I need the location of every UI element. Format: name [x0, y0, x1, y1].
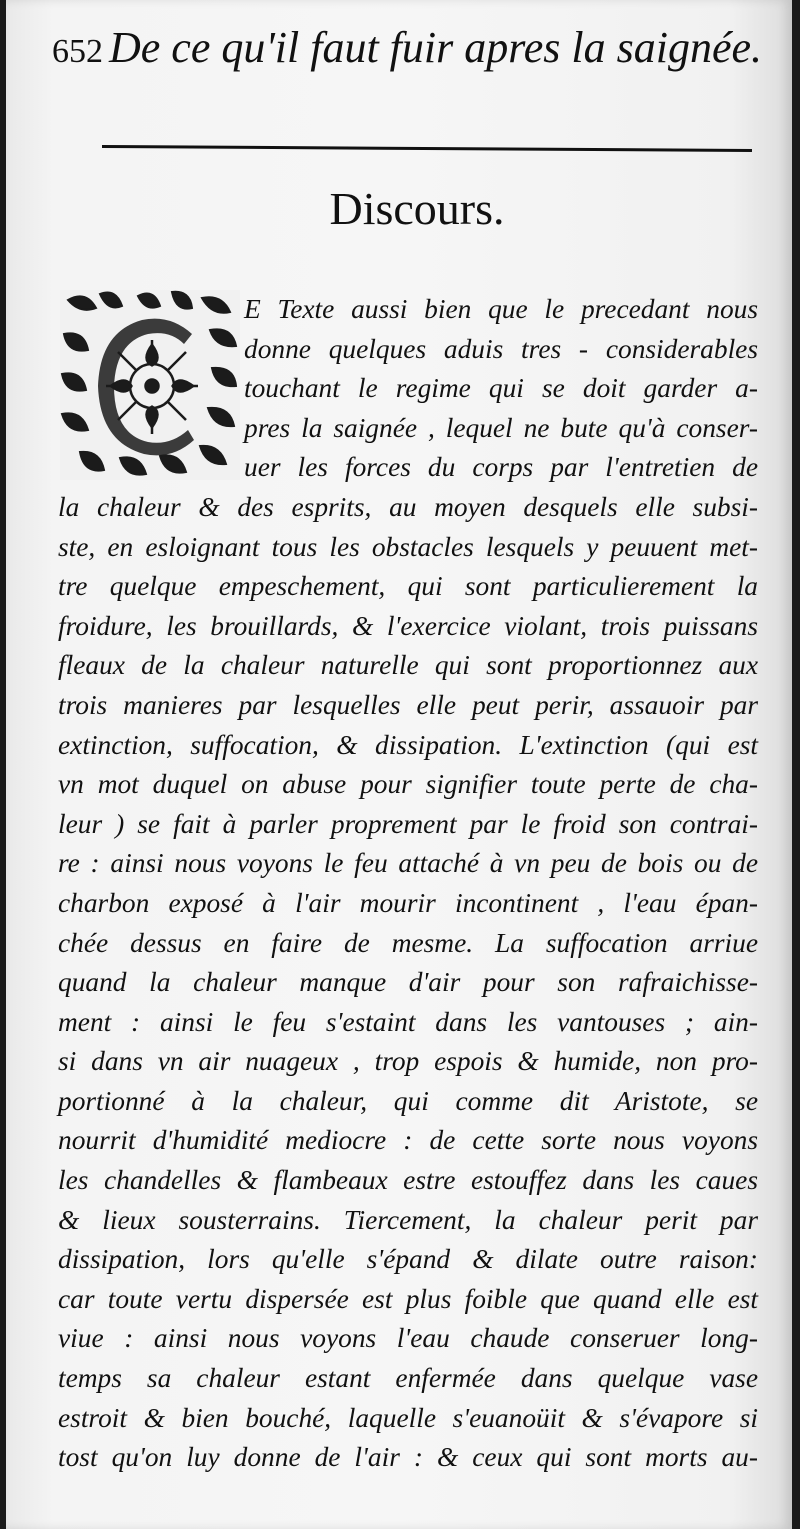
text-line: E Texte aussi bien que le precedant nous: [244, 294, 758, 324]
running-title: De ce qu'il faut fuir apres la saignée.: [109, 23, 763, 72]
text-line: uer les forces du corps par l'entretien de: [244, 452, 758, 483]
text-line: temps sa chaleur estant enfermée dans quelque vase: [58, 1363, 758, 1394]
text-line: nourrit d'humidité mediocre : de cette sorte nous voyons: [58, 1125, 758, 1156]
text-line: pres la saignée , lequel ne bute qu'à conser-: [244, 412, 758, 443]
text-line: ment : ainsi le feu s'estaint dans les vantouses ; ain-: [58, 1006, 758, 1037]
text-line: car toute vertu dispersée est plus foible que quand elle est: [58, 1283, 758, 1314]
text-line: dissipation, lors qu'elle s'épand & dilate outre raison:: [58, 1244, 758, 1275]
text-line: touchant le regime qui se doit garder a-: [244, 373, 758, 404]
text-line: ste, en esloignant tous les obstacles lesquels y peuuent met-: [58, 531, 758, 562]
text-line: chée dessus en faire de mesme. La suffocation arriue: [58, 927, 758, 958]
text-line: vn mot duquel on abuse pour signifier toute perte de cha-: [58, 769, 758, 800]
text-line: leur ) se fait à parler proprement par le froid son contrai-: [58, 808, 758, 839]
text-line: tre quelque empeschement, qui sont particulierement la: [58, 571, 758, 602]
text-line: froidure, les brouillards, & l'exercice violant, trois puissans: [58, 610, 758, 641]
section-heading: Discours.: [329, 183, 505, 234]
book-page: [6, 0, 792, 1529]
text-line: les chandelles & flambeaux estre estouffez dans les caues: [58, 1165, 758, 1196]
text-line: & lieux sousterrains. Tiercement, la chaleur perit par: [58, 1204, 758, 1235]
text-line: fleaux de la chaleur naturelle qui sont proportionnez aux: [58, 650, 758, 681]
header-rule: [102, 145, 752, 152]
running-head: [52, 23, 763, 72]
text-line: la chaleur & des esprits, au moyen desquels elle subsi-: [58, 491, 758, 522]
text-line: trois manieres par lesquelles elle peut perir, assauoir par: [58, 689, 758, 720]
page-number: 652: [52, 33, 103, 70]
text-line: extinction, suffocation, & dissipation. L'extinction (qui est: [58, 729, 758, 760]
text-line: viue : ainsi nous voyons l'eau chaude conseruer long-: [58, 1323, 758, 1354]
text-line: re : ainsi nous voyons le feu attaché à vn peu de bois ou de: [58, 848, 758, 879]
text-line: charbon exposé à l'air mourir incontinent , l'eau épan-: [58, 887, 758, 918]
body-text: [58, 290, 758, 1478]
text-line: estroit & bien bouché, laquelle s'euanoüit & s'évapore si: [58, 1402, 758, 1433]
text-line: portionné à la chaleur, qui comme dit Aristote, se: [58, 1085, 758, 1116]
text-line: quand la chaleur manque d'air pour son rafraichisse-: [58, 967, 758, 998]
text-line: donne quelques aduis tres - considerables: [244, 333, 758, 364]
text-line: si dans vn air nuageux , trop espois & humide, non pro-: [58, 1046, 758, 1077]
text-line: tost qu'on luy donne de l'air : & ceux qui sont morts au-: [58, 1442, 758, 1473]
